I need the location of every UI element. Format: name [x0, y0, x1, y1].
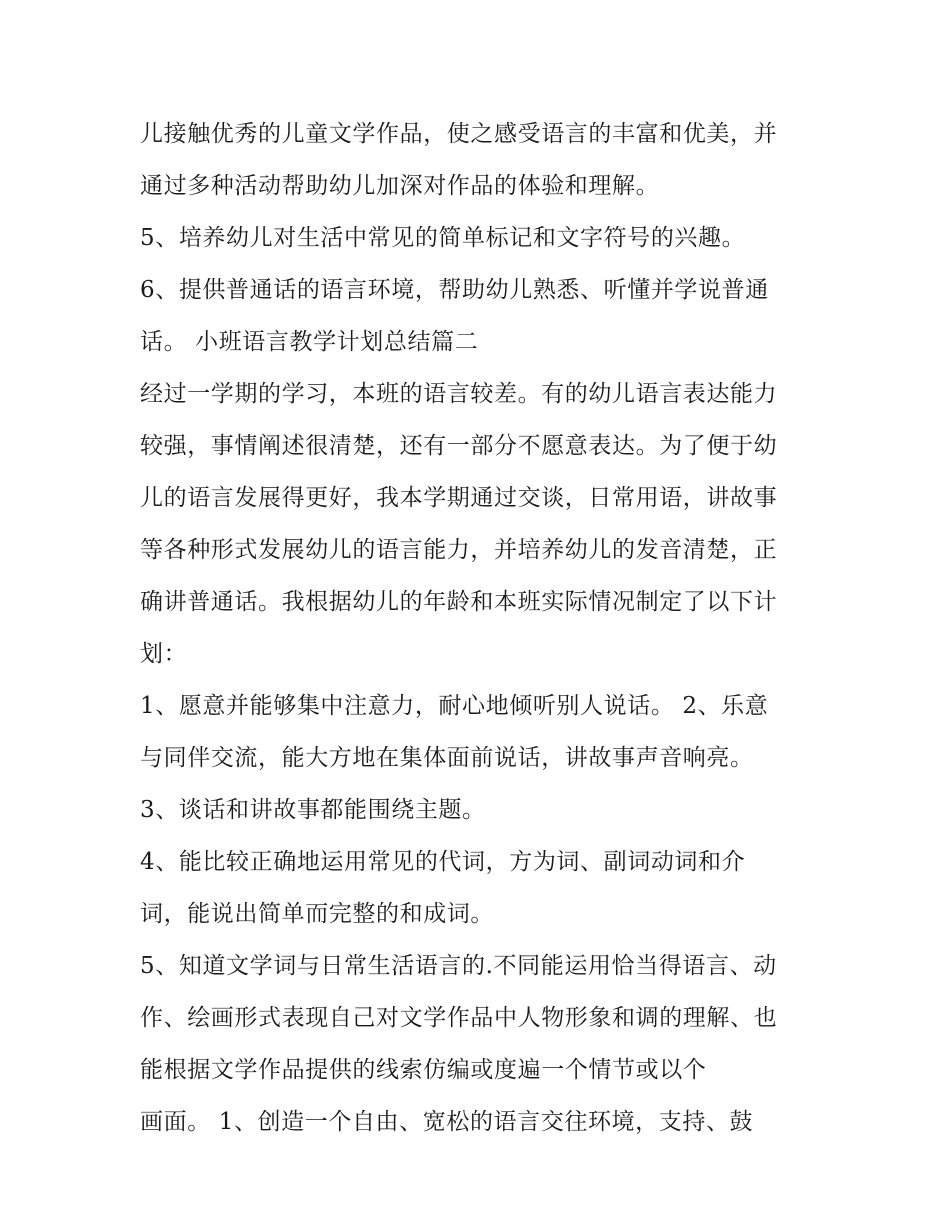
text-line: 确讲普通话。我根据幼儿的年龄和本班实际情况制定了以下计 [140, 589, 778, 615]
text-line: 儿的语言发展得更好，我本学期通过交谈，日常用语，讲故事 [140, 485, 778, 511]
text-line: 画面。 1、创造一个自由、宽松的语言交往环境，支持、鼓 [140, 1109, 754, 1135]
text-line: 较强，事情阐述很清楚，还有一部分不愿意表达。为了便于幼 [140, 433, 778, 459]
text-line: 等各种形式发展幼儿的语言能力，并培养幼儿的发音清楚，正 [140, 537, 778, 563]
text-line: 6、提供普通话的语言环境，帮助幼儿熟悉、听懂并学说普通 [140, 277, 769, 303]
text-line: 作、绘画形式表现自己对文学作品中人物形象和调的理解、也 [140, 1005, 778, 1031]
section-title-line: 话。 小班语言教学计划总结篇二 [140, 329, 479, 355]
text-line: 通过多种活动帮助幼儿加深对作品的体验和理解。 [140, 173, 660, 199]
text-line: 儿接触优秀的儿童文学作品，使之感受语言的丰富和优美，并 [140, 121, 778, 147]
text-line: 5、知道文学词与日常生活语言的.不同能运用恰当得语言、动 [140, 953, 777, 979]
text-line: 与同伴交流，能大方地在集体面前说话，讲故事声音响亮。 [140, 745, 754, 771]
text-line: 3、谈话和讲故事都能围绕主题。 [140, 797, 486, 823]
document-body [140, 108, 820, 1148]
text-line: 5、培养幼儿对生活中常见的简单标记和文字符号的兴趣。 [140, 225, 746, 251]
text-line: 划： [140, 641, 188, 667]
text-line: 词，能说出简单而完整的和成词。 [140, 901, 494, 927]
text-line: 能根据文学作品提供的线索仿编或度遍一个情节或以个 [140, 1057, 707, 1083]
text-line: 经过一学期的学习，本班的语言较差。有的幼儿语言表达能力 [140, 381, 778, 407]
text-line: 4、能比较正确地运用常见的代词，方为词、副词动词和介 [140, 849, 746, 875]
text-line: 1、愿意并能够集中注意力，耐心地倾听别人说话。 2、乐意 [140, 693, 769, 719]
